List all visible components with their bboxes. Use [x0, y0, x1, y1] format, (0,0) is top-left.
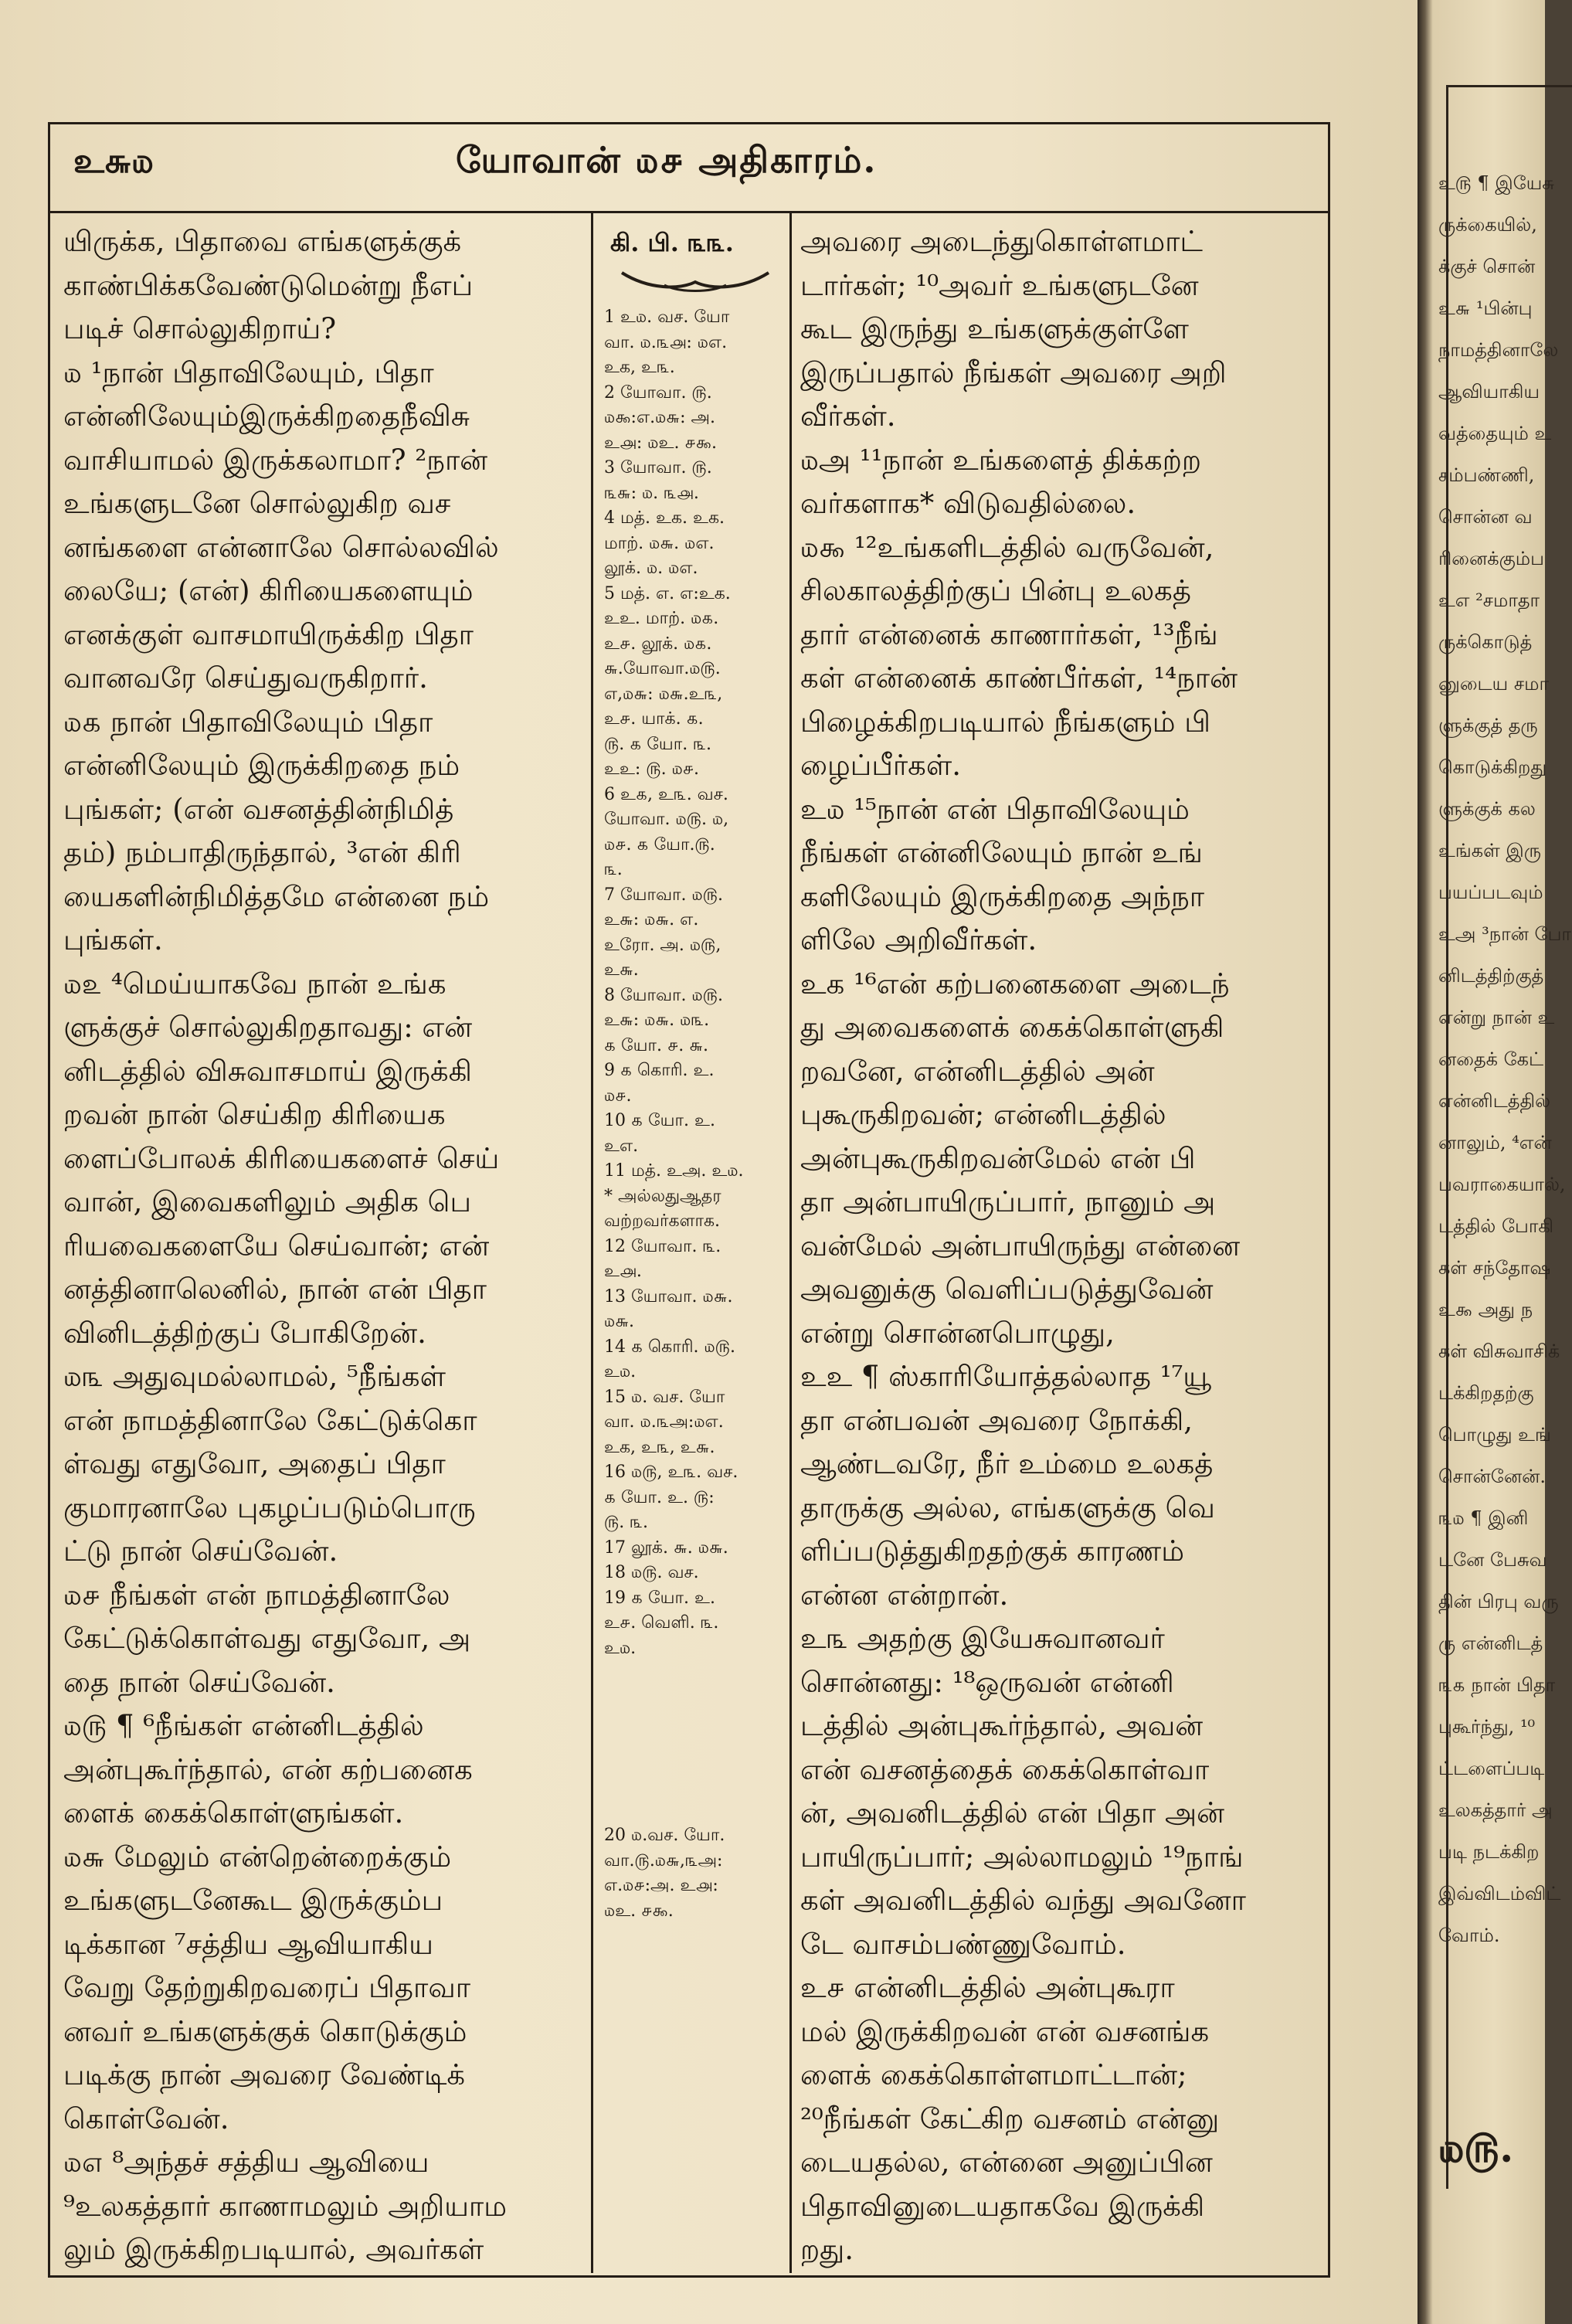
- reference-line: * அல்லதுஆதர: [604, 1186, 721, 1206]
- text-line: னிடத்தில் விசுவாசமாய் இருக்கி: [63, 1054, 472, 1088]
- adjacent-text-line: பயப்படவும்: [1438, 882, 1543, 903]
- references-heading: கி. பி. ௩௩.: [610, 228, 734, 257]
- text-line: து அவைகளைக் கைக்கொள்ளுகி: [800, 1011, 1224, 1044]
- column-divider-left: [591, 211, 593, 2273]
- text-line: ௰௫ ¶ ⁶நீங்கள் என்னிடத்தில்: [63, 1709, 424, 1742]
- text-line: சொன்னது: ¹⁸ஒருவன் என்னி: [800, 1665, 1174, 1699]
- adjacent-page-text: [1438, 162, 1571, 1956]
- text-line: தார் என்னைக் காணார்கள், ¹³நீங்: [800, 617, 1218, 651]
- text-line: உங்களுடனே சொல்லுகிற வச: [63, 487, 451, 520]
- text-line: மல் இருக்கிறவன் என் வசனங்க: [800, 2014, 1210, 2048]
- text-line: உஉ ¶ ஸ்காரியோத்தல்லாத ¹⁷யூ: [800, 1360, 1212, 1393]
- text-line: தா என்பவன் அவரை நோக்கி,: [800, 1403, 1193, 1437]
- text-line: குமாரனாலே புகழப்படும்பொரு: [63, 1490, 476, 1524]
- text-line: தை நான் செய்வேன்.: [63, 1665, 335, 1699]
- text-line: வேறு தேற்றுகிறவரைப் பிதாவா: [63, 1971, 471, 2004]
- text-line: தா அன்பாயிருப்பார், நானும் அ: [800, 1185, 1216, 1218]
- text-line: படிக்கு நான் அவரை வேண்டிக்: [63, 2058, 466, 2091]
- text-line: தாருக்கு அல்ல, எங்களுக்கு வெ: [800, 1490, 1215, 1524]
- text-line: பிதாவினுடையதாகவே இருக்கி: [800, 2189, 1205, 2223]
- adjacent-text-line: பவராகையால்,: [1438, 1174, 1566, 1195]
- text-line: வீர்கள்.: [800, 399, 896, 433]
- text-line: டையதல்ல, என்னை அனுப்பின: [800, 2146, 1213, 2179]
- text-line: லையே; (என்) கிரியைகளையும்: [63, 574, 474, 607]
- text-line: புங்கள்.: [63, 923, 163, 956]
- adjacent-text-line: டக்கிறதற்கு: [1438, 1382, 1534, 1404]
- reference-line: ௰உ. ௪௯.: [604, 1901, 674, 1921]
- text-line: சிலகாலத்திற்குப் பின்பு உலகத்: [800, 574, 1191, 607]
- adjacent-text-line: கொடுக்கிறது: [1438, 756, 1547, 778]
- text-line: காண்பிக்கவேண்டுமென்று நீஎப்: [63, 268, 474, 302]
- text-line: ௰௨ ⁴மெய்யாகவே நான் உங்க: [63, 967, 446, 1001]
- text-line: ள்வது எதுவோ, அதைப் பிதா: [63, 1447, 446, 1480]
- adjacent-text-line: சொன்ன வ: [1438, 506, 1533, 528]
- reference-line: உ௰.: [604, 1362, 637, 1381]
- reference-line: 18 ௰௫. வச.: [604, 1563, 699, 1582]
- reference-line: உ௮.: [604, 1262, 642, 1281]
- adjacent-text-line: னுடைய சமா: [1438, 673, 1550, 695]
- reference-line: 4 மத். உக. உக.: [604, 508, 725, 528]
- adjacent-text-line: ஆவியாகிய: [1438, 381, 1540, 403]
- text-line: இருப்பதால் நீங்கள் அவரை அறி: [800, 355, 1227, 389]
- adjacent-text-line: னாலும், ⁴என்: [1438, 1132, 1552, 1154]
- text-line: உ௰ ¹⁵நான் என் பிதாவிலேயும்: [800, 792, 1190, 826]
- adjacent-text-line: கள் சந்தோஷ: [1438, 1257, 1551, 1279]
- text-line: பாயிருப்பார்; அல்லாமலும் ¹⁹நாங்: [800, 1840, 1244, 1874]
- reference-line: ௰௯:எ.௰௬: அ.: [604, 408, 715, 427]
- text-line: ௰ ¹நான் பிதாவிலேயும், பிதா: [63, 355, 434, 389]
- reference-line: 3 யோவா. ௫.: [604, 458, 712, 477]
- text-line: கொள்வேன்.: [63, 2101, 229, 2135]
- text-line: என்னிலேயும்இருக்கிறதைநீவிசு: [63, 399, 470, 433]
- adjacent-text-line: டத்தில் போகி: [1438, 1215, 1554, 1237]
- reference-line: 5 மத். எ. எ:உக.: [604, 583, 731, 603]
- text-line: னங்களை என்னாலே சொல்லவில்: [63, 530, 499, 564]
- reference-line: 7 யோவா. ௰௫.: [604, 885, 723, 905]
- text-line: அவனுக்கு வெளிப்படுத்துவேன்: [800, 1272, 1214, 1306]
- adjacent-text-line: உஅ ³நான் போ: [1438, 923, 1571, 945]
- text-line: என்று சொன்னபொழுது,: [800, 1316, 1115, 1350]
- reference-line: ௫. ௧ யோ. ௩.: [604, 734, 712, 754]
- text-line: ளிலே அறிவீர்கள்.: [800, 923, 1037, 956]
- adjacent-text-line: வத்தையும் உ: [1438, 423, 1552, 444]
- reference-line: ௧ யோ. உ. ௫:: [604, 1487, 715, 1507]
- page-number: உ௬௰: [73, 141, 154, 181]
- reference-line: 20 ௰.வச. யோ.: [604, 1826, 725, 1845]
- adjacent-text-line: என்னிடத்தில்: [1438, 1090, 1551, 1112]
- text-line: கள் என்னைக் காண்பீர்கள், ¹⁴நான்: [800, 661, 1238, 695]
- adjacent-text-line: உங்கள் இரு: [1438, 840, 1542, 861]
- text-line: ௰௩ அதுவுமல்லாமல், ⁵நீங்கள்: [63, 1360, 446, 1393]
- text-line: ளைக் கைக்கொள்ளுங்கள்.: [63, 1796, 404, 1830]
- text-line: யிருக்க, பிதாவை எங்களுக்குக்: [63, 225, 462, 258]
- reference-line: ௰௪.: [604, 1086, 632, 1106]
- adjacent-text-line: என்று நான் உ: [1438, 1007, 1555, 1028]
- text-line: வான், இவைகளிலும் அதிக பெ: [63, 1185, 471, 1218]
- text-line: நீங்கள் என்னிலேயும் நான் உங்: [800, 836, 1203, 869]
- reference-line: வா. ௰.௩௮: ௰எ.: [604, 332, 728, 352]
- adjacent-text-line: ட்டளைப்படி: [1438, 1758, 1545, 1779]
- text-line: உ௩ அதற்கு இயேசுவானவர்: [800, 1622, 1165, 1655]
- reference-line: 1 உ௰. வச. யோ: [604, 307, 730, 327]
- reference-line: 14 ௧ கொரி. ௰௫.: [604, 1337, 735, 1357]
- adjacent-text-line: சம்பண்ணி,: [1438, 464, 1535, 486]
- adjacent-text-line: இவ்விடம்விட்: [1438, 1883, 1561, 1904]
- text-line: ௰௪ நீங்கள் என் நாமத்தினாலே: [63, 1578, 450, 1612]
- text-line: அன்புகூர்ந்தால், என் கற்பனைக: [63, 1752, 473, 1786]
- adjacent-text-line: உ௯ அது ந: [1438, 1299, 1533, 1320]
- adjacent-text-line: ருக்கையில்,: [1438, 214, 1537, 236]
- right-text-column: [800, 220, 1319, 2272]
- text-line: டத்தில் அன்புகூர்ந்தால், அவன்: [800, 1709, 1204, 1742]
- ornament-divider: [618, 267, 772, 297]
- adjacent-text-line: படி நடக்கிற: [1438, 1841, 1540, 1863]
- reference-line: ௩௬: ௰. ௩௮.: [604, 483, 699, 503]
- text-line: ளுக்குச் சொல்லுகிறதாவது: என்: [63, 1011, 473, 1044]
- adjacent-text-line: உ௬ ¹பின்பு: [1438, 297, 1533, 319]
- text-line: ளைக் கைக்கொள்ளமாட்டான்;: [800, 2058, 1187, 2091]
- text-line: களிலேயும் இருக்கிறதை அந்நா: [800, 879, 1205, 913]
- reference-line: ௫. ௩.: [604, 1513, 649, 1532]
- reference-line: வற்றவர்களாக.: [604, 1211, 721, 1231]
- adjacent-text-line: ௩௧ நான் பிதா: [1438, 1674, 1556, 1696]
- text-line: ளைப்போலக் கிரியைகளைச் செய்: [63, 1141, 500, 1175]
- text-line: ட்டு நான் செய்வேன்.: [63, 1534, 338, 1568]
- text-line: கூட இருந்து உங்களுக்குள்ளே: [800, 312, 1189, 345]
- text-line: ரியவைகளையே செய்வான்; என்: [63, 1228, 490, 1262]
- reference-line: உ௬.: [604, 960, 639, 980]
- text-line: யைகளின்நிமித்தமே என்னை நம்: [63, 879, 490, 913]
- text-line: வன்மேல் அன்பாயிருந்து என்னை: [800, 1228, 1241, 1262]
- reference-spacer: [604, 1661, 778, 1823]
- left-text-column: [63, 220, 581, 2272]
- reference-line: 12 யோவா. ௩.: [604, 1236, 721, 1256]
- reference-line: ௰௬.: [604, 1312, 635, 1331]
- adjacent-page-footer: ௰௫.: [1438, 2125, 1514, 2172]
- reference-line: 16 ௰௫, உ௩. வச.: [604, 1463, 738, 1482]
- adjacent-text-line: னிடத்திற்குத்: [1438, 965, 1544, 987]
- text-line: கள் அவனிடத்தில் வந்து அவனோ: [800, 1884, 1246, 1917]
- adjacent-text-line: உலகத்தார் அ: [1438, 1799, 1553, 1821]
- adjacent-text-line: க்குச் சொன்: [1438, 256, 1536, 277]
- text-line: ௰அ ¹¹நான் உங்களைத் திக்கற்ற: [800, 443, 1202, 477]
- text-line: என்னிலேயும் இருக்கிறதை நம்: [63, 749, 460, 782]
- adjacent-text-line: ௩௰ ¶ இனி: [1438, 1507, 1529, 1529]
- text-line: றது.: [800, 2233, 854, 2266]
- reference-line: மாற். ௰௬. ௰எ.: [604, 533, 715, 553]
- reference-line: ௬.யோவா.௰௫.: [604, 659, 721, 678]
- text-line: டார்கள்; ¹⁰அவர் உங்களுடனே: [800, 268, 1199, 302]
- text-line: லும் இருக்கிறபடியால், அவர்கள்: [63, 2233, 484, 2266]
- adjacent-text-line: புகூர்ந்து, ¹⁰: [1438, 1716, 1536, 1738]
- reference-line: 17 லூக். ௬. ௰௬.: [604, 1537, 728, 1558]
- adjacent-text-line: பொழுது உங்: [1438, 1424, 1551, 1446]
- reference-line: 19 ௧ யோ. உ.: [604, 1588, 715, 1608]
- text-line: வர்களாக* விடுவதில்லை.: [800, 487, 1136, 520]
- reference-line: ௧ யோ. ௪. ௬.: [604, 1035, 709, 1055]
- reference-line: வா.௫.௰௬,௩அ:: [604, 1850, 723, 1870]
- reference-line: 9 ௧ கொரி. உ.: [604, 1061, 715, 1080]
- text-line: ²⁰நீங்கள் கேட்கிற வசனம் என்னு: [800, 2101, 1220, 2135]
- text-line: பிழைக்கிறபடியால் நீங்களும் பி: [800, 705, 1211, 739]
- text-line: தம்) நம்பாதிருந்தால், ³என் கிரி: [63, 836, 461, 869]
- adjacent-text-line: சொன்னேன்.: [1438, 1466, 1546, 1487]
- text-line: னத்தினாலெனில், நான் என் பிதா: [63, 1272, 487, 1306]
- adjacent-text-line: வோம்.: [1438, 1925, 1500, 1946]
- text-line: ⁹உலகத்தார் காணாமலும் அறியாம: [63, 2189, 508, 2223]
- text-line: ௰௭ ⁸அந்தச் சத்திய ஆவியை: [63, 2146, 429, 2179]
- reference-line: 8 யோவா. ௰௫.: [604, 985, 723, 1005]
- text-line: வாசியாமல் இருக்கலாமா? ²நான்: [63, 443, 488, 477]
- reference-line: உ௰.: [604, 1638, 637, 1658]
- adjacent-text-line: ளுக்குக் கல: [1438, 798, 1536, 820]
- text-line: ளிப்படுத்துகிறதற்குக் காரணம்: [800, 1534, 1185, 1568]
- reference-line: உக, உ௩, உ௬.: [604, 1437, 715, 1457]
- reference-line: 15 ௰. வச. யோ: [604, 1387, 725, 1407]
- reference-line: எ,௰௬: ௰௬.உ௩,: [604, 684, 723, 704]
- reference-line: உக, உ௩.: [604, 358, 675, 377]
- reference-line: எ.௰௪:அ. உ௮:: [604, 1876, 718, 1895]
- text-line: உக ¹⁶என் கற்பனைகளை அடைந்: [800, 967, 1230, 1001]
- reference-line: யோவா. ௰௫. ௰,: [604, 810, 729, 829]
- adjacent-text-line: ரு என்னிடத்: [1438, 1633, 1543, 1654]
- text-line: றவன் நான் செய்கிற கிரியைக: [63, 1098, 446, 1131]
- adjacent-text-line: ரினைக்கும்ப: [1438, 548, 1544, 569]
- text-line: ௰௬ மேலும் என்றென்றைக்கும்: [63, 1840, 452, 1874]
- column-divider-right: [789, 211, 792, 2273]
- adjacent-text-line: உ௫ ¶ இயேசு: [1438, 172, 1554, 194]
- reference-line: 6 உ௧, உ௩. வச.: [604, 784, 728, 804]
- reference-line: உ௪. லூக். ௰௧.: [604, 634, 712, 654]
- adjacent-text-line: ருக்கொடுத்: [1438, 631, 1533, 653]
- text-line: னவர் உங்களுக்குக் கொடுக்கும்: [63, 2014, 467, 2048]
- reference-line: உ௪. யாக். ௧.: [604, 709, 704, 729]
- text-line: அன்புகூருகிறவன்மேல் என் பி: [800, 1141, 1196, 1175]
- reference-line: உ௪. வெளி. ௩.: [604, 1613, 719, 1633]
- text-line: வானவரே செய்துவருகிறார்.: [63, 661, 428, 695]
- text-line: வினிடத்திற்குப் போகிறேன்.: [63, 1316, 426, 1350]
- text-line: கேட்டுக்கொள்வது எதுவோ, அ: [63, 1622, 471, 1655]
- reference-line: ௰௪. ௧ யோ.௫.: [604, 834, 715, 855]
- adjacent-text-line: உஎ ²சமாதா: [1438, 589, 1540, 611]
- header-rule: [48, 211, 1330, 213]
- reference-line: உரோ. அ. ௰௫,: [604, 935, 721, 955]
- text-line: புகூருகிறவன்; என்னிடத்தில்: [800, 1098, 1166, 1131]
- text-line: புங்கள்; (என் வசனத்தின்நிமித்: [63, 792, 454, 826]
- text-line: ழைப்பீர்கள்.: [800, 749, 961, 782]
- text-line: றவனே, என்னிடத்தில் அன்: [800, 1054, 1155, 1088]
- adjacent-text-line: னதைக் கேட்: [1438, 1048, 1544, 1070]
- reference-line: 11 மத். உஅ. உ௰.: [604, 1161, 744, 1181]
- reference-line: வா. ௰.௩அ:௰எ.: [604, 1412, 724, 1432]
- page-title: யோவான் ௰௪ அதிகாரம்.: [456, 139, 878, 181]
- text-line: டிக்கான ⁷சத்திய ஆவியாகிய: [63, 1927, 433, 1961]
- reference-line: உஎ.: [604, 1136, 639, 1156]
- reference-line: உஉ: ௫. ௰௪.: [604, 759, 700, 779]
- adjacent-text-line: தின் பிரபு வரு: [1438, 1591, 1559, 1612]
- reference-line: உ௬: ௰௬. எ.: [604, 910, 699, 929]
- text-line: டே வாசம்பண்ணுவோம்.: [800, 1927, 1126, 1961]
- text-line: உ௪ என்னிடத்தில் அன்புகூரா: [800, 1971, 1175, 2004]
- text-line: உங்களுடனேகூட இருக்கும்ப: [63, 1884, 443, 1917]
- reference-line: உ௬: ௰௬. ௰௩.: [604, 1011, 710, 1030]
- text-line: ௰௯ ¹²உங்களிடத்தில் வருவேன்,: [800, 530, 1214, 564]
- reference-line: 10 ௧ யோ. உ.: [604, 1111, 715, 1130]
- reference-line: உ௮: ௰உ. ௪௯.: [604, 433, 717, 453]
- text-line: எனக்குள் வாசமாயிருக்கிற பிதா: [63, 617, 474, 651]
- reference-line: 13 யோவா. ௰௬.: [604, 1286, 733, 1306]
- text-line: ன், அவனிடத்தில் என் பிதா அன்: [800, 1796, 1224, 1830]
- reference-line: 2 யோவா. ௫.: [604, 382, 712, 403]
- text-line: ௰௧ நான் பிதாவிலேயும் பிதா: [63, 705, 433, 739]
- text-line: அவரை அடைந்துகொள்ளமாட்: [800, 225, 1203, 258]
- adjacent-text-line: கள் விசுவாசிக்: [1438, 1340, 1560, 1362]
- reference-line: உஉ. மாற். ௰௧.: [604, 609, 719, 628]
- text-line: என்ன என்றான்.: [800, 1578, 1009, 1612]
- reference-line: ௩.: [604, 860, 623, 879]
- adjacent-text-line: டனே பேசுவ: [1438, 1549, 1547, 1571]
- reference-line: லூக். ௰. ௰எ.: [604, 559, 698, 578]
- adjacent-text-line: ளுக்குத் தரு: [1438, 715, 1538, 736]
- text-line: என் வசனத்தைக் கைக்கொள்வா: [800, 1752, 1210, 1786]
- text-line: ஆண்டவரே, நீர் உம்மை உலகத்: [800, 1447, 1214, 1480]
- text-line: என் நாமத்தினாலே கேட்டுக்கொ: [63, 1403, 477, 1437]
- adjacent-text-line: நாமத்தினாலே: [1438, 339, 1559, 361]
- text-line: படிச் சொல்லுகிறாய்?: [63, 312, 337, 345]
- cross-references-column: [604, 305, 778, 1924]
